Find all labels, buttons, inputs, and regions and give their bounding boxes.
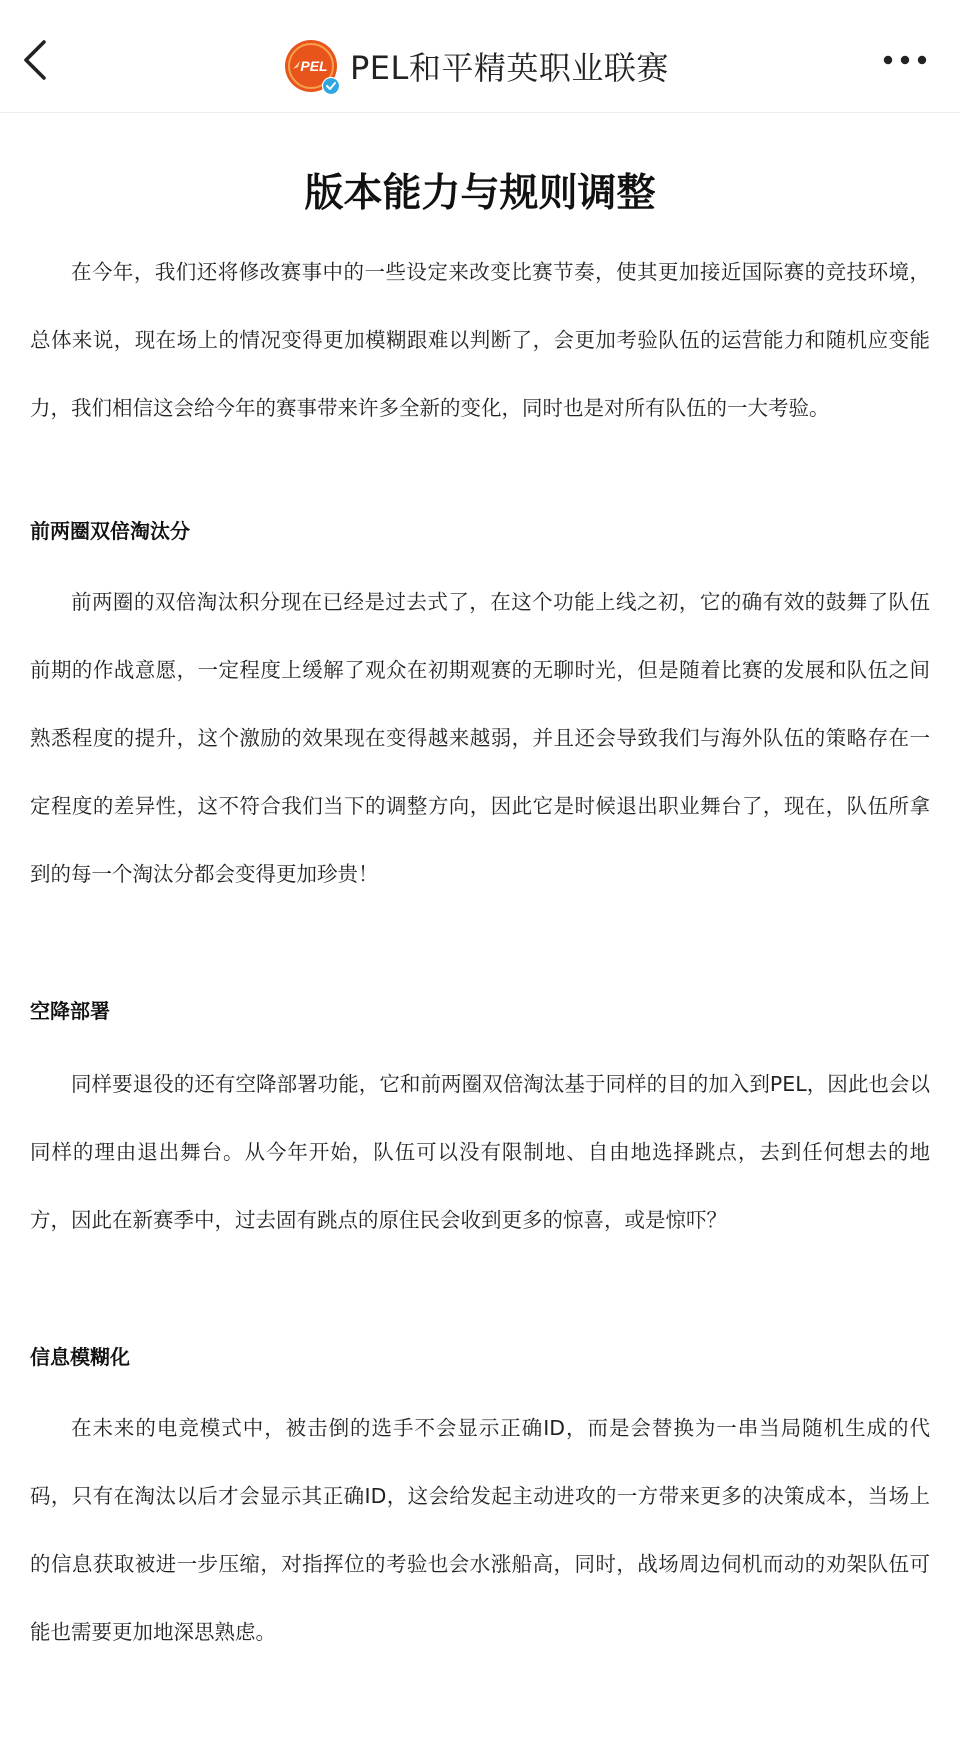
chevron-left-icon xyxy=(20,38,60,82)
verified-check-icon xyxy=(322,77,340,95)
intro-paragraph: 在今年，我们还将修改赛事中的一些设定来改变比赛节奏，使其更加接近国际赛的竞技环境，总体来说，现在场上的情况变得更加模糊跟难以判断了，会更加考验队伍的运营能力和随机应变能力，我们相信这会给今年的赛事带来许多全新的变化，同时也是对所有队伍的一大考验。 xyxy=(30,260,930,420)
section-paragraph: 在未来的电竞模式中，被击倒的选手不会显示正确ID，而是会替换为一串当局随机生成的代码，只有在淘汰以后才会显示其正确ID，这会给发起主动进攻的一方带来更多的决策成本，当场上的信息获取被进一步压缩，对指挥位的考验也会水涨船高，同时，战场周边伺机而动的劝架队伍可能也需要更加地深思熟虑。 xyxy=(30,1416,930,1644)
section-heading: 空降部署 xyxy=(30,999,110,1023)
section-heading: 信息模糊化 xyxy=(30,1345,130,1369)
avatar[interactable] xyxy=(284,39,338,93)
back-button[interactable] xyxy=(20,38,60,82)
more-dots-icon xyxy=(880,50,930,70)
section-paragraph: 同样要退役的还有空降部署功能，它和前两圈双倍淘汰基于同样的目的加入到PEL，因此也会以同样的理由退出舞台。从今年开始，队伍可以没有限制地、自由地选择跳点，去到任何想去的地方，因此在新赛季中，过去固有跳点的原住民会收到更多的惊喜，或是惊吓？ xyxy=(30,1072,930,1232)
top-navigation-bar xyxy=(0,0,960,113)
logo-text: PEL xyxy=(300,58,328,74)
section-heading: 前两圈双倍淘汰分 xyxy=(30,519,190,543)
account-name[interactable]: PEL和平精英职业联赛 xyxy=(350,49,669,87)
section-paragraph: 前两圈的双倍淘汰积分现在已经是过去式了，在这个功能上线之初，它的确有效的鼓舞了队伍前期的作战意愿，一定程度上缓解了观众在初期观赛的无聊时光，但是随着比赛的发展和队伍之间熟悉程度的提升，这个激励的效果现在变得越来越弱，并且还会导致我们与海外队伍的策略存在一定程度的差异性，这不符合我们当下的调整方向，因此它是时候退出职业舞台了，现在，队伍所拿到的每一个淘汰分都会变得更加珍贵！ xyxy=(30,590,930,886)
more-options-button[interactable] xyxy=(880,50,930,70)
article-content xyxy=(30,112,930,1666)
account-header[interactable] xyxy=(284,38,669,94)
article-title: 版本能力与规则调整 xyxy=(304,171,656,216)
